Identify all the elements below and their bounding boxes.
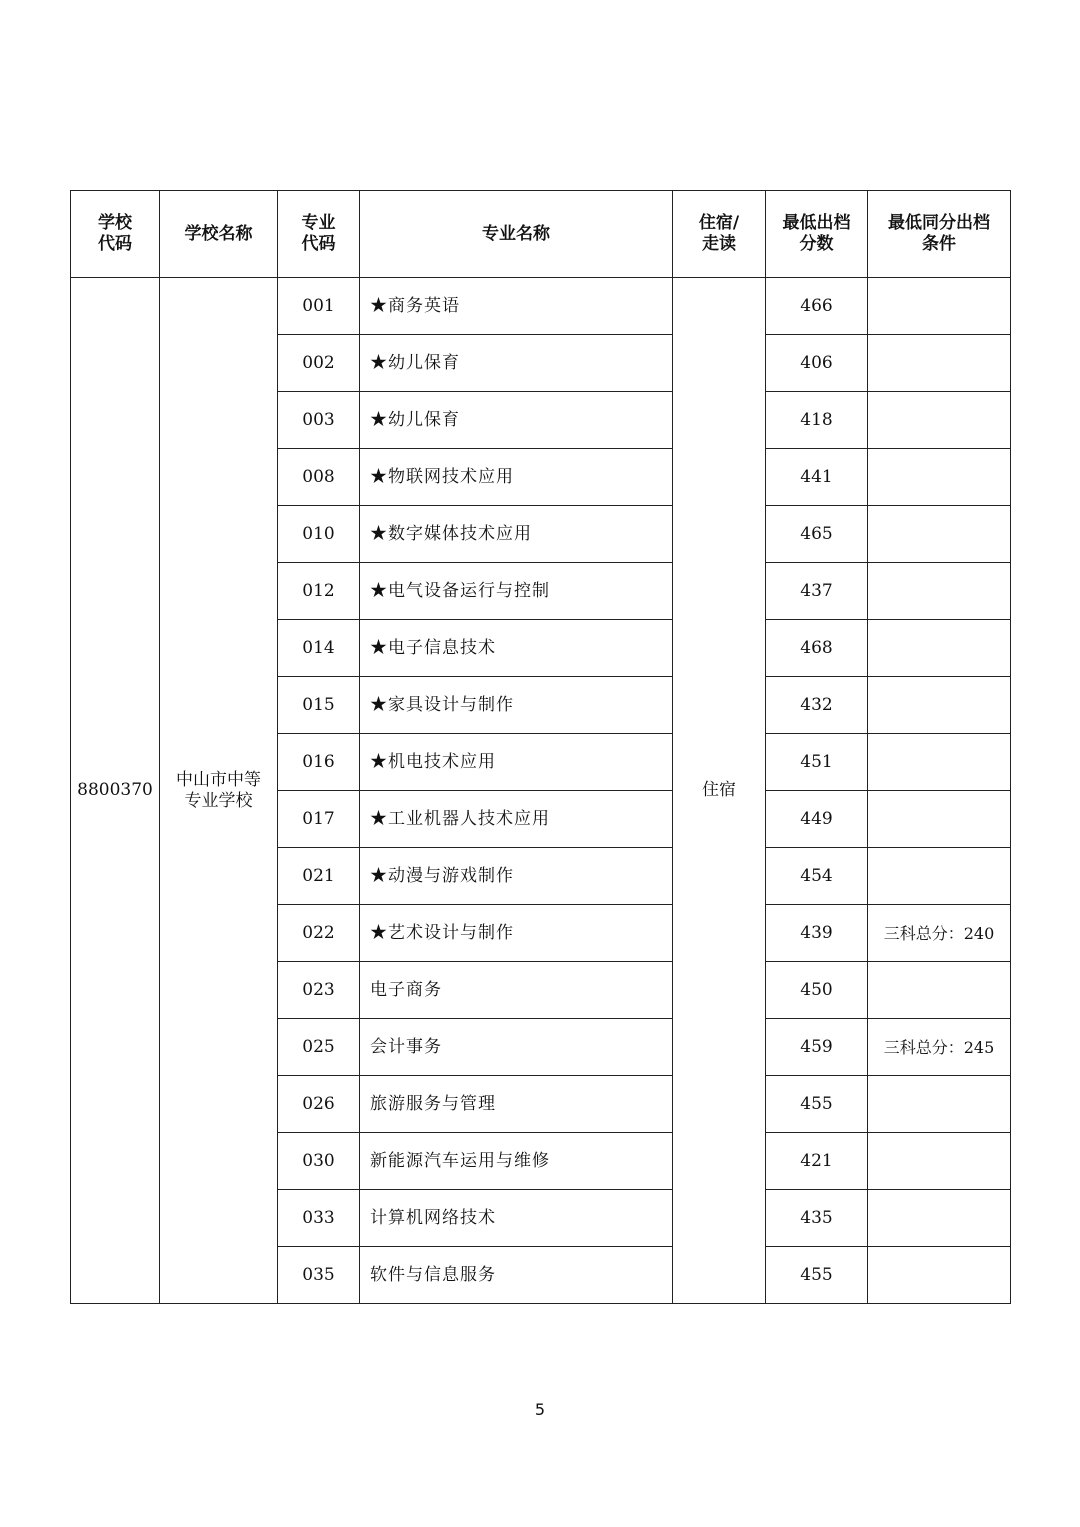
major-code-cell: 012 — [278, 563, 360, 620]
major-name-cell: ★物联网技术应用 — [360, 449, 673, 506]
tie-rule-cell — [868, 449, 1011, 506]
tie-rule-cell — [868, 962, 1011, 1019]
min-score-cell: 455 — [766, 1076, 868, 1133]
min-score-cell: 449 — [766, 791, 868, 848]
tie-rule-cell: 三科总分：240 — [868, 905, 1011, 962]
admission-score-table — [70, 190, 1011, 1304]
major-name-cell: 会计事务 — [360, 1019, 673, 1076]
major-code-cell: 035 — [278, 1247, 360, 1304]
major-name-cell: ★动漫与游戏制作 — [360, 848, 673, 905]
header-min-score: 最低出档 分数 — [766, 191, 868, 278]
tie-rule-cell — [868, 791, 1011, 848]
school-name-cell: 中山市中等 专业学校 — [160, 278, 278, 1304]
page-number: 5 — [534, 1400, 546, 1419]
major-name-cell: 计算机网络技术 — [360, 1190, 673, 1247]
major-name-cell: ★幼儿保育 — [360, 335, 673, 392]
tie-rule-cell: 三科总分：245 — [868, 1019, 1011, 1076]
major-name-cell: 新能源汽车运用与维修 — [360, 1133, 673, 1190]
major-name-cell: 旅游服务与管理 — [360, 1076, 673, 1133]
major-code-cell: 003 — [278, 392, 360, 449]
major-name-cell: ★电气设备运行与控制 — [360, 563, 673, 620]
header-school-name: 学校名称 — [160, 191, 278, 278]
min-score-cell: 454 — [766, 848, 868, 905]
major-code-cell: 025 — [278, 1019, 360, 1076]
min-score-cell: 439 — [766, 905, 868, 962]
header-tie-rule: 最低同分出档 条件 — [868, 191, 1011, 278]
table-header-row — [71, 191, 1011, 278]
tie-rule-cell — [868, 848, 1011, 905]
major-code-cell: 026 — [278, 1076, 360, 1133]
major-name-cell: ★家具设计与制作 — [360, 677, 673, 734]
major-code-cell: 033 — [278, 1190, 360, 1247]
tie-rule-cell — [868, 620, 1011, 677]
table-body — [71, 278, 1011, 1304]
major-code-cell: 010 — [278, 506, 360, 563]
min-score-cell: 432 — [766, 677, 868, 734]
tie-rule-cell — [868, 278, 1011, 335]
header-major-name: 专业名称 — [360, 191, 673, 278]
min-score-cell: 435 — [766, 1190, 868, 1247]
tie-rule-cell — [868, 1133, 1011, 1190]
school-code-cell: 8800370 — [71, 278, 160, 1304]
major-code-cell: 001 — [278, 278, 360, 335]
major-code-cell: 016 — [278, 734, 360, 791]
min-score-cell: 421 — [766, 1133, 868, 1190]
major-name-cell: 软件与信息服务 — [360, 1247, 673, 1304]
major-code-cell: 015 — [278, 677, 360, 734]
major-name-cell: ★工业机器人技术应用 — [360, 791, 673, 848]
major-code-cell: 022 — [278, 905, 360, 962]
major-name-cell: ★商务英语 — [360, 278, 673, 335]
header-school-code: 学校 代码 — [71, 191, 160, 278]
major-name-cell: ★幼儿保育 — [360, 392, 673, 449]
boarding-cell: 住宿 — [673, 278, 766, 1304]
major-name-cell: ★数字媒体技术应用 — [360, 506, 673, 563]
tie-rule-cell — [868, 1190, 1011, 1247]
min-score-cell: 465 — [766, 506, 868, 563]
min-score-cell: 450 — [766, 962, 868, 1019]
major-name-cell: ★电子信息技术 — [360, 620, 673, 677]
min-score-cell: 459 — [766, 1019, 868, 1076]
tie-rule-cell — [868, 335, 1011, 392]
major-code-cell: 014 — [278, 620, 360, 677]
major-code-cell: 002 — [278, 335, 360, 392]
tie-rule-cell — [868, 563, 1011, 620]
min-score-cell: 418 — [766, 392, 868, 449]
major-name-cell: 电子商务 — [360, 962, 673, 1019]
min-score-cell: 468 — [766, 620, 868, 677]
min-score-cell: 451 — [766, 734, 868, 791]
table-row — [71, 278, 1011, 335]
min-score-cell: 406 — [766, 335, 868, 392]
min-score-cell: 455 — [766, 1247, 868, 1304]
major-code-cell: 008 — [278, 449, 360, 506]
min-score-cell: 441 — [766, 449, 868, 506]
tie-rule-cell — [868, 1076, 1011, 1133]
tie-rule-cell — [868, 734, 1011, 791]
min-score-cell: 466 — [766, 278, 868, 335]
major-code-cell: 030 — [278, 1133, 360, 1190]
major-name-cell: ★艺术设计与制作 — [360, 905, 673, 962]
major-code-cell: 017 — [278, 791, 360, 848]
tie-rule-cell — [868, 677, 1011, 734]
major-code-cell: 021 — [278, 848, 360, 905]
major-name-cell: ★机电技术应用 — [360, 734, 673, 791]
tie-rule-cell — [868, 1247, 1011, 1304]
tie-rule-cell — [868, 392, 1011, 449]
tie-rule-cell — [868, 506, 1011, 563]
header-boarding: 住宿/ 走读 — [673, 191, 766, 278]
major-code-cell: 023 — [278, 962, 360, 1019]
header-major-code: 专业 代码 — [278, 191, 360, 278]
min-score-cell: 437 — [766, 563, 868, 620]
